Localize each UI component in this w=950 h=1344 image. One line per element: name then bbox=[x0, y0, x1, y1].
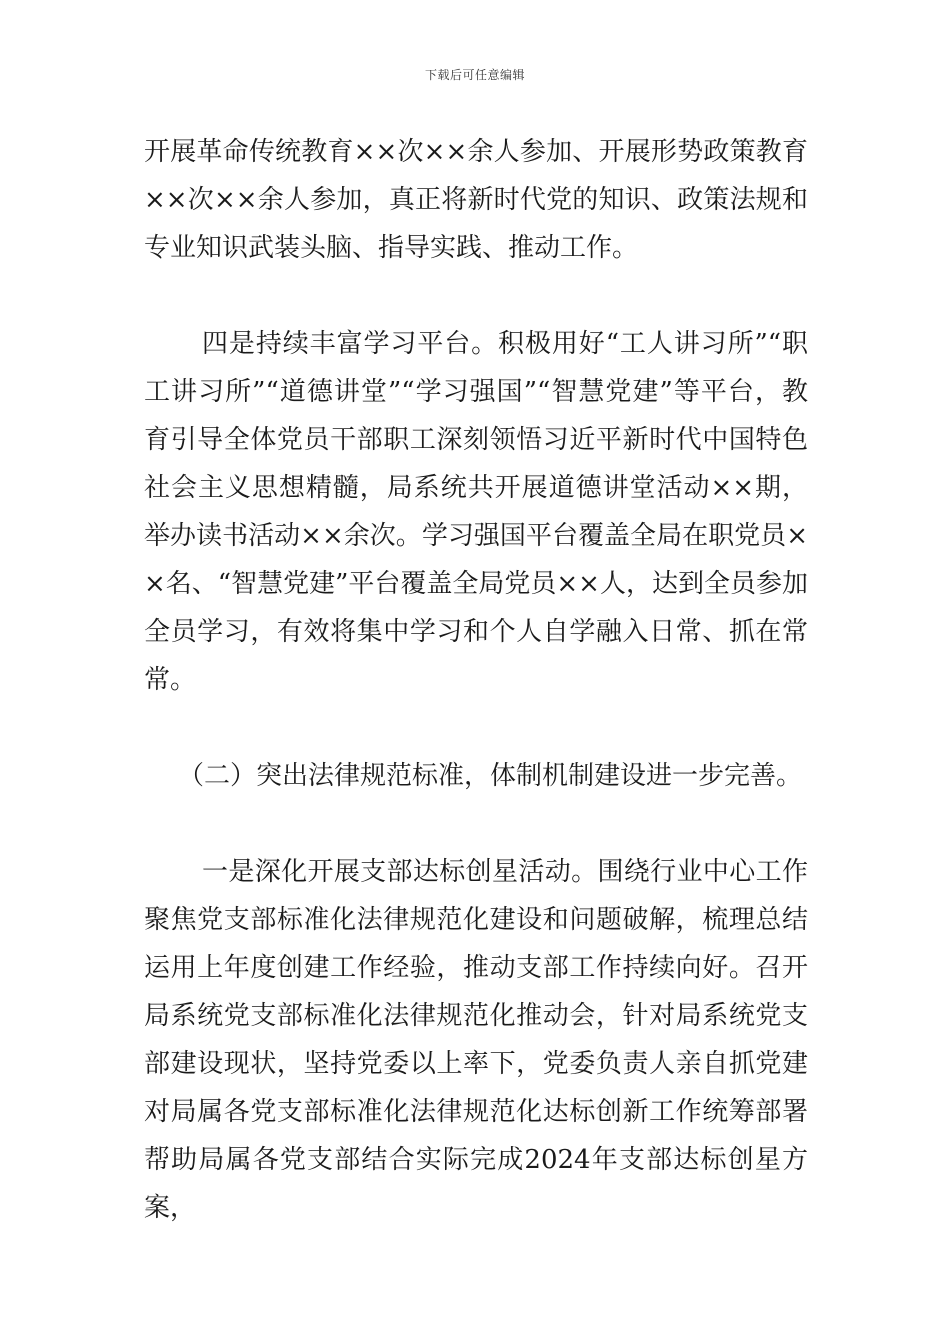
paragraph-spacer bbox=[144, 272, 808, 320]
page-header-note: 下载后可任意编辑 bbox=[424, 68, 525, 82]
paragraph-branch-standards: 一是深化开展支部达标创星活动。围绕行业中心工作聚焦党支部标准化法律规范化建设和问题破解，梳理总结运用上年度创建工作经验，推动支部工作持续向好。召开局系统党支部标准化法律规范化推动会，针对局系统党支部建设现状，坚持党委以上率下，党委负责人亲自抓党建对局属各党支部标准化法律规范化达标创新工作统筹部署帮助局属各党支部结合实际完成2024年支部达标创星方案， bbox=[144, 857, 808, 1223]
paragraph-spacer bbox=[144, 704, 808, 752]
paragraph-spacer bbox=[144, 800, 808, 848]
section-heading: （二）突出法律规范标准，体制机制建设进一步完善。 bbox=[178, 761, 803, 791]
paragraph-learning-platforms: 四是持续丰富学习平台。积极用好“工人讲习所”“职工讲习所”“道德讲堂”“学习强国”“智慧党建”等平台，教育引导全体党员干部职工深刻领悟习近平新时代中国特色社会主义思想精髓，局系统共开展道德讲堂活动××期，举办读书活动××余次。学习强国平台覆盖全局在职党员××名、“智慧党建”平台覆盖全局党员××人，达到全员参加全员学习，有效将集中学习和个人自学融入日常、抓在常常。 bbox=[144, 329, 808, 695]
document-body bbox=[144, 128, 808, 1232]
paragraph-continuation: 开展革命传统教育××次××余人参加、开展形势政策教育××次××余人参加，真正将新时代党的知识、政策法规和专业知识武装头脑、指导实践、推动工作。 bbox=[144, 137, 808, 263]
